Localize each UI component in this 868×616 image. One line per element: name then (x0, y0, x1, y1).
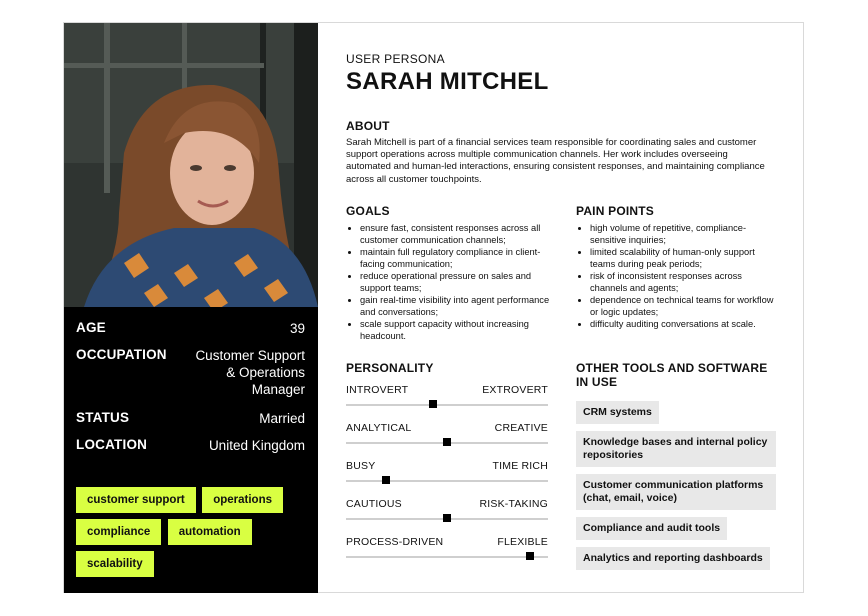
slider-track (346, 518, 548, 520)
list-item: • limited scalability of human-only support teams during peak periods; (590, 246, 781, 270)
slider-track (346, 480, 548, 482)
slider-knob (526, 552, 534, 560)
list-item: • difficulty auditing conversations at scale. (590, 318, 781, 330)
personality-slider (346, 422, 548, 444)
about-heading: ABOUT (346, 119, 390, 133)
slider-left-label: INTROVERT (346, 384, 409, 396)
pain-points-heading: PAIN POINTS (576, 204, 654, 218)
fact-value: Married (259, 411, 305, 426)
profile-panel (64, 23, 318, 593)
list-item: • ensure fast, consistent responses across all customer communication channels; (360, 222, 551, 246)
fact-location (76, 437, 305, 454)
tag-automation: automation (168, 519, 252, 545)
slider-knob (429, 400, 437, 408)
profile-photo (64, 23, 318, 307)
fact-key: LOCATION (76, 437, 148, 452)
slider-knob (382, 476, 390, 484)
personality-slider (346, 498, 548, 520)
tool-item: CRM systems (576, 401, 659, 424)
list-item: • scale support capacity without increasing headcount. (360, 318, 551, 342)
persona-card (63, 22, 804, 593)
slider-left-label: PROCESS-DRIVEN (346, 536, 444, 548)
tools-section (576, 361, 778, 570)
tool-item: Customer communication platforms (chat, email, voice) (576, 474, 776, 510)
pain-points-section (576, 204, 781, 330)
goals-list (346, 222, 551, 342)
personality-heading: PERSONALITY (346, 361, 434, 375)
slider-knob (443, 514, 451, 522)
tool-item: Analytics and reporting dashboards (576, 547, 770, 570)
pain-points-list (576, 222, 781, 330)
slider-track (346, 556, 548, 558)
slider-track (346, 442, 548, 444)
fact-key: OCCUPATION (76, 347, 167, 362)
tag-operations: operations (202, 487, 283, 513)
personality-slider (346, 536, 548, 558)
tools-heading: OTHER TOOLS AND SOFTWARE IN USE (576, 361, 768, 389)
list-item: • reduce operational pressure on sales and support teams; (360, 270, 551, 294)
slider-track (346, 404, 548, 406)
slider-right-label: CREATIVE (494, 422, 548, 434)
tag-list (76, 487, 311, 583)
slider-right-label: RISK-TAKING (479, 498, 548, 510)
slider-right-label: FLEXIBLE (497, 536, 548, 548)
tool-item: Compliance and audit tools (576, 517, 727, 540)
about-text: Sarah Mitchell is part of a financial services team responsible for coordinating sales and customer support operations across multiple communication channels. Her work includes overseeing automated and human-led interactions, ensuring consistent responses, and maintaining compliance across all customer touchpoints. (346, 137, 765, 185)
slider-left-label: BUSY (346, 460, 376, 472)
list-item: • risk of inconsistent responses across channels and agents; (590, 270, 781, 294)
slider-left-label: ANALYTICAL (346, 422, 412, 434)
fact-value: United Kingdom (208, 438, 305, 453)
fact-value: Customer Support & Operations Manager (195, 348, 305, 397)
about-section (346, 119, 766, 186)
persona-eyebrow: USER PERSONA (346, 52, 445, 66)
slider-right-label: TIME RICH (492, 460, 548, 472)
goals-heading: GOALS (346, 204, 390, 218)
portrait-image (64, 23, 318, 307)
list-item: • dependence on technical teams for workflow or logic updates; (590, 294, 781, 318)
list-item: • high volume of repetitive, compliance-sensitive inquiries; (590, 222, 781, 246)
persona-name: SARAH MITCHEL (346, 68, 549, 95)
fact-age (76, 320, 305, 337)
fact-value: 39 (289, 321, 305, 336)
goals-section (346, 204, 551, 342)
fact-key: AGE (76, 320, 106, 335)
tag-customer-support: customer support (76, 487, 196, 513)
personality-slider (346, 384, 548, 406)
fact-occupation (76, 347, 305, 398)
list-item: • maintain full regulatory compliance in client-facing communication; (360, 246, 551, 270)
slider-right-label: EXTROVERT (482, 384, 548, 396)
tool-item: Knowledge bases and internal policy repositories (576, 431, 776, 467)
slider-left-label: CAUTIOUS (346, 498, 402, 510)
list-item: • gain real-time visibility into agent performance and conversations; (360, 294, 551, 318)
facts-list (76, 320, 305, 464)
slider-knob (443, 438, 451, 446)
tag-compliance: compliance (76, 519, 161, 545)
fact-status (76, 410, 305, 427)
personality-slider (346, 460, 548, 482)
fact-key: STATUS (76, 410, 130, 425)
tag-scalability: scalability (76, 551, 154, 577)
personality-section (346, 361, 548, 558)
